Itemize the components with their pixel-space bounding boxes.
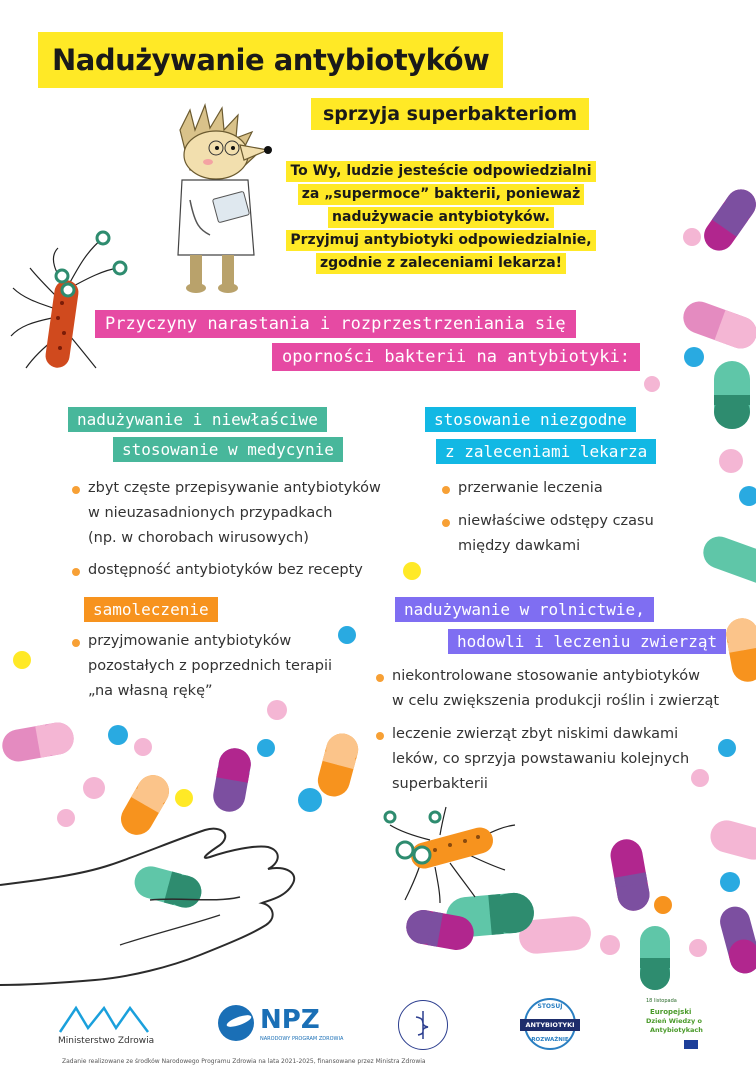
badge-top-text: STOSUJ (537, 1003, 563, 1010)
section-noncompliance-heading-1: stosowanie niezgodne (425, 407, 636, 432)
intro-line: za „supermoce” bakterii, ponieważ (298, 184, 585, 205)
list-item-line: zbyt częste przepisywanie antybiotyków (88, 480, 381, 496)
section-medicine-heading-2: stosowanie w medycynie (113, 437, 343, 462)
eu-flag-icon (684, 1040, 698, 1049)
bacterium-illustration-2 (380, 805, 520, 905)
list-item-line: przyjmowanie antybiotyków (88, 633, 292, 649)
eu-date: 18 listopada (646, 998, 677, 1004)
institute-seal-logo (398, 1000, 448, 1050)
hedgehog-doctor-illustration (160, 100, 280, 295)
ministry-logo (58, 1002, 168, 1050)
list-item-line: dostępność antybiotyków bez recepty (88, 562, 363, 578)
page-title: Nadużywanie antybiotyków (38, 32, 503, 88)
ministry-name: Ministerstwo Zdrowia (58, 1036, 155, 1046)
funding-note: Zadanie realizowane ze środków Narodowego Programu Zdrowia na lata 2021-2025, finansowane przez Ministra Zdrowia (62, 1058, 426, 1065)
intro-line: To Wy, ludzie jesteście odpowiedzialni (286, 161, 595, 182)
list-item-line: leków, co sprzyja powstawaniu kolejnych (392, 751, 690, 767)
list-item-noncompliance-2 (458, 509, 698, 559)
list-item-line: w nieuzasadnionych przypadkach (88, 505, 333, 521)
list-item-medicine-2 (88, 558, 418, 583)
list-item-self-1 (88, 629, 388, 704)
list-item-agriculture-1 (392, 664, 732, 714)
page-subtitle: sprzyja superbakteriom (311, 98, 589, 130)
bacterium-illustration (8, 218, 138, 378)
badge-bottom-text: ROZWAŻNIE (531, 1037, 569, 1043)
eu-line-1: Europejski (650, 1008, 692, 1016)
list-item-line: pozostałych z poprzednich terapii (88, 658, 333, 674)
section-agriculture-heading-2: hodowli i leczeniu zwierząt (448, 629, 726, 654)
eu-line-3: Antybiotykach (650, 1026, 703, 1034)
intro-text (276, 160, 606, 275)
section-agriculture-heading-1: nadużywanie w rolnictwie, (395, 597, 654, 622)
list-item-line: między dawkami (458, 538, 581, 554)
section-self-heading: samoleczenie (84, 597, 218, 622)
stosuj-antybiotyki-badge (524, 998, 576, 1050)
ministry-logo-icon (58, 1002, 150, 1034)
list-item-medicine-1 (88, 476, 418, 551)
open-hand-illustration (0, 805, 310, 990)
list-item-line: niekontrolowane stosowanie antybiotyków (392, 668, 700, 684)
eu-antibiotic-day-logo (646, 998, 706, 1048)
list-item-line: (np. w chorobach wirusowych) (88, 530, 309, 546)
section-medicine-heading-1: nadużywanie i niewłaściwe (68, 407, 327, 432)
causes-heading-line-1: Przyczyny narastania i rozprzestrzeniania się (95, 310, 576, 338)
npz-logo (218, 1003, 344, 1047)
intro-line: nadużywacie antybiotyków. (328, 207, 554, 228)
eu-line-2: Dzień Wiedzy o (646, 1017, 702, 1025)
npz-subtitle: NARODOWY PROGRAM ZDROWIA (260, 1036, 344, 1042)
list-item-noncompliance-1 (458, 476, 698, 501)
list-item-line: leczenie zwierząt zbyt niskimi dawkami (392, 726, 679, 742)
list-item-line: „na własną rękę” (88, 683, 213, 699)
badge-mid-text: ANTYBIOTYKI (520, 1019, 580, 1031)
intro-line: Przyjmuj antybiotyki odpowiedzialnie, (286, 230, 595, 251)
intro-line: zgodnie z zaleceniami lekarza! (316, 253, 566, 274)
list-item-line: niewłaściwe odstępy czasu (458, 513, 654, 529)
caduceus-icon (413, 1011, 433, 1039)
list-item-line: w celu zwiększenia produkcji roślin i zwierząt (392, 693, 720, 709)
causes-heading-line-2: oporności bakterii na antybiotyki: (272, 343, 640, 371)
section-noncompliance-heading-2: z zaleceniami lekarza (436, 439, 656, 464)
list-item-line: przerwanie leczenia (458, 480, 603, 496)
npz-label: NPZ (260, 1005, 320, 1035)
list-item-agriculture-2 (392, 722, 732, 797)
list-item-line: superbakterii (392, 776, 488, 792)
